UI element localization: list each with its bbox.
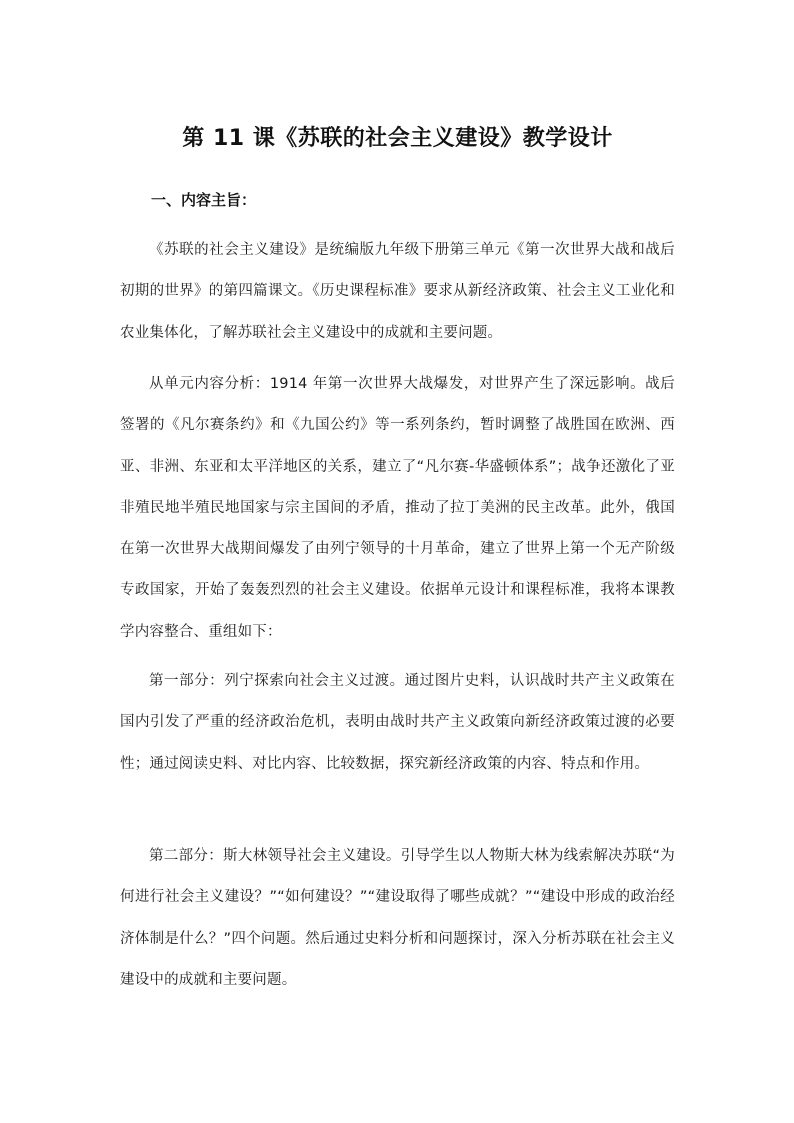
- paragraph-unit-analysis: 从单元内容分析：1914 年第一次世界大战爆发，对世界产生了深远影响。战后签署的《凡尔赛条约》和《九国公约》等一系列条约，暂时调整了战胜国在欧洲、西亚、非洲、东亚和太平洋地区的关系，建立了“凡尔赛-华盛顿体系”；战争还激化了亚非殖民地半殖民地国家与宗主国间的矛盾，推动了拉丁美洲的民主改革。此外，俄国在第一次世界大战期间爆发了由列宁领导的十月革命，建立了世界上第一个无产阶级专政国家，开始了轰轰烈烈的社会主义建设。依据单元设计和课程标准，我将本课教学内容整合、重组如下：: [120, 376, 675, 640]
- paragraph-part-two: 第二部分：斯大林领导社会主义建设。引导学生以人物斯大林为线索解决苏联“为何进行社会主义建设？”“如何建设？”“建设取得了哪些成就？”“建设中形成的政治经济体制是什么？”四个问题。然后通过史料分析和问题探讨，深入分析苏联在社会主义建设中的成就和主要问题。: [120, 848, 675, 988]
- paragraph-course-overview: 《苏联的社会主义建设》是统编版九年级下册第三单元《第一次世界大战和战后初期的世界》的第四篇课文。《历史课程标准》要求从新经济政策、社会主义工业化和农业集体化，了解苏联社会主义建设中的成就和主要问题。: [120, 242, 675, 341]
- section-heading-content-purpose: 一、内容主旨：: [151, 191, 257, 209]
- paragraph-part-one: 第一部分：列宁探索向社会主义过渡。通过图片史料，认识战时共产主义政策在国内引发了严重的经济政治危机，表明由战时共产主义政策向新经济政策过渡的必要性；通过阅读史料、对比内容、比较数据，探究新经济政策的内容、特点和作用。: [120, 673, 675, 772]
- document-title: 第 11 课《苏联的社会主义建设》教学设计: [182, 126, 613, 151]
